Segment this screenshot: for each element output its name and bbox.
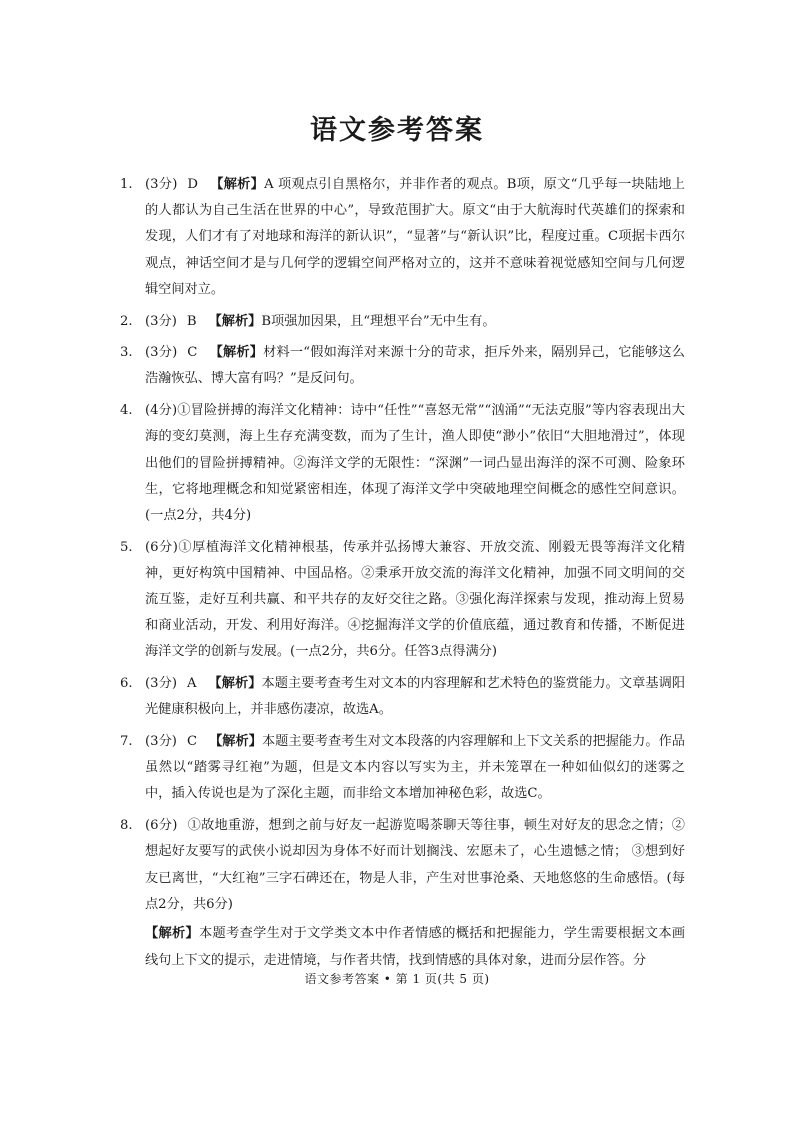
answer-item-5	[120, 535, 685, 666]
item-text: A 项观点引自黑格尔，并非作者的观点。B项，原文“几乎每一块陆地上的人都认为自己生活在世界的中心”，导致范围扩大。原文“由于大航海时代英雄们的探索和发现，人们才有了对地球和海洋的新认识”，“显著”与“新认识”比，程度过重。C项据卡西尔观点，神话空间才是与几何学的逻辑空间严格对立的，这并不意味着视觉感知空间与几何逻辑空间对立。	[145, 177, 685, 297]
item-answer: D	[187, 177, 198, 192]
item-score: (3分)	[145, 177, 178, 192]
answer-item-3	[120, 340, 685, 392]
analysis-tag: 【解析】	[208, 313, 262, 329]
answer-item-4	[120, 398, 685, 529]
item-text: ①故地重游，想到之前与好友一起游览喝茶聊天等往事，顿生对好友的思念之情；②想起好友要写的武侠小说却因为身体不好而计划搁浅、宏愿未了，心生遗憾之情； ③想到好友已离世，“大红袍”三字石碑还在，物是人非，产生对世事沧桑、天地悠悠的生命感悟。(每点2分，共6分)	[145, 818, 685, 912]
page-title: 语文参考答案	[310, 115, 484, 146]
analysis-tag: 【解析】	[145, 926, 200, 942]
item-score: (4分)	[145, 403, 178, 419]
item-score: (6分)	[145, 818, 178, 834]
item-number: 2.	[120, 313, 133, 329]
item-text: 本题主要考查考生对文本的内容理解和艺术特色的鉴赏能力。文章基调阳光健康积极向上，并非感伤凄凉，故选A。	[145, 676, 686, 718]
item-answer: C	[187, 345, 198, 361]
item-text: 本题主要考查考生对文本段落的内容理解和上下文关系的把握能力。作品虽然以“踏雾寻红袍”为题，但是文本内容以写实为主，并未笼罩在一种如仙似幻的迷雾之中，插入传说也是为了深化主题，而非给文本增加神秘色彩，故选C。	[145, 734, 685, 802]
item-text: 材料一“假如海洋对来源十分的苛求，拒斥外来，隔别异己，它能够这么浩瀚恢弘、博大富有吗？”是反问句。	[145, 345, 685, 387]
answer-list	[120, 172, 685, 987]
answer-item-8-analysis	[120, 921, 685, 973]
item-number: 7.	[120, 734, 133, 750]
item-number: 1.	[120, 177, 133, 192]
answer-item-6	[120, 671, 685, 723]
item-number: 8.	[120, 818, 133, 834]
item-number: 3.	[120, 345, 133, 361]
item-number: 4.	[120, 403, 133, 419]
item-score: (3分)	[145, 345, 178, 361]
item-text: B项强加因果，且“理想平台”无中生有。	[261, 313, 496, 329]
item-score: (6分)	[145, 539, 178, 555]
item-number: 6.	[120, 676, 133, 692]
item-answer: C	[186, 734, 198, 750]
item-score: (3分)	[145, 313, 177, 329]
analysis-tag: 【解析】	[208, 676, 262, 692]
analysis-tag: 【解析】	[209, 177, 265, 192]
item-text: ①厚植海洋文化精神根基，传承并弘扬博大兼容、开放交流、刚毅无畏等海洋文化精神，更好构筑中国精神、中国品格。②秉承开放交流的海洋文化精神，加强不同文明间的交流互鉴，走好互利共赢、和平共存的友好交往之路。③强化海洋探索与发现，推动海上贸易和商业活动，开发、利用好海洋。④挖掘海洋文学的价值底蕴，通过教育和传播，不断促进海洋文学的创新与发展。(一点2分，共6分。任答3点得满分)	[145, 539, 685, 660]
answer-item-8	[120, 813, 685, 918]
item-score: (3分)	[145, 676, 177, 692]
analysis-text: 本题考查学生对于文学类文本中作者情感的概括和把握能力，学生需要根据文本画线句上下文的提示，走进情境，与作者共情，找到情感的具体对象，进而分层作答。分	[145, 926, 686, 968]
page-footer: 语文参考答案 • 第 1 页(共 5 页)	[304, 972, 490, 986]
answer-item-1	[120, 172, 685, 303]
item-score: (3分)	[145, 734, 177, 750]
item-number: 5.	[120, 539, 133, 555]
item-answer: B	[186, 313, 197, 329]
answer-item-7	[120, 729, 685, 808]
item-text: ①冒险拼搏的海洋文化精神：诗中“任性”“喜怒无常”“汹涌”“无法克服”等内容表现出大海的变幻莫测，海上生存充满变数，而为了生计，渔人即使“渺小”依旧“大胆地滑过”，体现出他们的冒险拼搏精神。②海洋文学的无限性：“深渊”一词凸显出海洋的深不可测、险象环生，它将地理概念和知觉紧密相连，体现了海洋文学中突破地理空间概念的感性空间意识。(一点2分，共4分)	[145, 403, 685, 523]
item-answer: A	[186, 676, 197, 692]
answer-item-2	[120, 309, 685, 335]
analysis-tag: 【解析】	[209, 734, 262, 750]
analysis-tag: 【解析】	[209, 345, 264, 361]
